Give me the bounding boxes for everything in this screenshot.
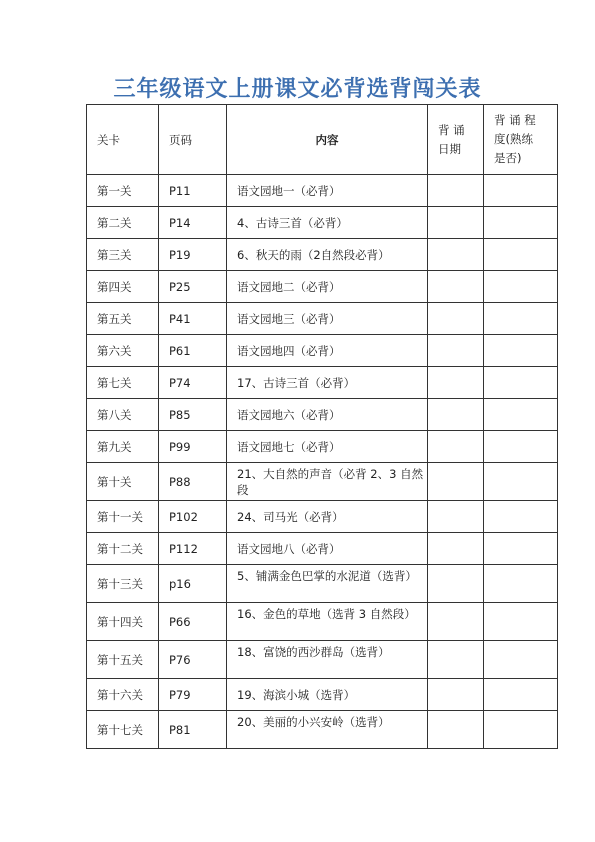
content-cell: 语文园地三（必背）: [227, 303, 428, 335]
date-cell: [428, 463, 484, 501]
content-cell: 21、大自然的声音（必背 2、3 自然段: [227, 463, 428, 501]
content-cell: 语文园地七（必背）: [227, 431, 428, 463]
page-cell: P61: [159, 335, 227, 367]
page-cell: P76: [159, 641, 227, 679]
page-cell: P11: [159, 175, 227, 207]
recitation-table: [86, 104, 558, 749]
date-cell: [428, 303, 484, 335]
mastery-cell: [484, 399, 558, 431]
header-page: 页码: [159, 105, 227, 175]
mastery-cell: [484, 641, 558, 679]
table-row: [87, 399, 558, 431]
table-row: [87, 175, 558, 207]
level-cell: 第十四关: [87, 603, 159, 641]
content-cell: 20、美丽的小兴安岭（选背）: [227, 711, 428, 749]
content-cell: 5、铺满金色巴掌的水泥道（选背）: [227, 565, 428, 603]
page-cell: P19: [159, 239, 227, 271]
table-row: [87, 463, 558, 501]
mastery-cell: [484, 679, 558, 711]
mastery-cell: [484, 431, 558, 463]
mastery-cell: [484, 533, 558, 565]
content-cell: 语文园地二（必背）: [227, 271, 428, 303]
content-cell: 语文园地八（必背）: [227, 533, 428, 565]
table-row: [87, 565, 558, 603]
content-cell: 6、秋天的雨（2自然段必背）: [227, 239, 428, 271]
header-level: 关卡: [87, 105, 159, 175]
date-cell: [428, 533, 484, 565]
page-cell: p16: [159, 565, 227, 603]
mastery-cell: [484, 501, 558, 533]
content-cell: 16、金色的草地（选背 3 自然段）: [227, 603, 428, 641]
level-cell: 第十五关: [87, 641, 159, 679]
mastery-cell: [484, 207, 558, 239]
table-row: [87, 603, 558, 641]
table-row: [87, 711, 558, 749]
table-row: [87, 335, 558, 367]
level-cell: 第七关: [87, 367, 159, 399]
level-cell: 第五关: [87, 303, 159, 335]
table-row: [87, 271, 558, 303]
mastery-cell: [484, 175, 558, 207]
date-cell: [428, 565, 484, 603]
mastery-cell: [484, 239, 558, 271]
header-content: 内容: [227, 105, 428, 175]
mastery-cell: [484, 711, 558, 749]
date-cell: [428, 603, 484, 641]
mastery-cell: [484, 303, 558, 335]
header-date: 背 诵 日期: [428, 105, 484, 175]
level-cell: 第二关: [87, 207, 159, 239]
table-row: [87, 679, 558, 711]
page-cell: P112: [159, 533, 227, 565]
level-cell: 第三关: [87, 239, 159, 271]
content-cell: 4、古诗三首（必背）: [227, 207, 428, 239]
page-cell: P102: [159, 501, 227, 533]
level-cell: 第十一关: [87, 501, 159, 533]
date-cell: [428, 335, 484, 367]
level-cell: 第六关: [87, 335, 159, 367]
table-row: [87, 533, 558, 565]
header-mastery: 背 诵 程 度(熟练 是否): [484, 105, 558, 175]
page-title: 三年级语文上册课文必背选背闯关表: [113, 76, 482, 102]
date-cell: [428, 641, 484, 679]
content-cell: 18、富饶的西沙群岛（选背）: [227, 641, 428, 679]
level-cell: 第一关: [87, 175, 159, 207]
mastery-cell: [484, 367, 558, 399]
page-cell: P14: [159, 207, 227, 239]
page-cell: P41: [159, 303, 227, 335]
table-row: [87, 501, 558, 533]
mastery-cell: [484, 603, 558, 641]
page-cell: P81: [159, 711, 227, 749]
mastery-cell: [484, 565, 558, 603]
level-cell: 第十七关: [87, 711, 159, 749]
table-row: [87, 239, 558, 271]
page-cell: P74: [159, 367, 227, 399]
mastery-cell: [484, 271, 558, 303]
content-cell: 24、司马光（必背）: [227, 501, 428, 533]
level-cell: 第四关: [87, 271, 159, 303]
content-cell: 语文园地一（必背）: [227, 175, 428, 207]
date-cell: [428, 175, 484, 207]
level-cell: 第十六关: [87, 679, 159, 711]
page-cell: P25: [159, 271, 227, 303]
table-row: [87, 431, 558, 463]
table-row: [87, 367, 558, 399]
date-cell: [428, 399, 484, 431]
table-row: [87, 207, 558, 239]
date-cell: [428, 711, 484, 749]
level-cell: 第十关: [87, 463, 159, 501]
table-row: [87, 303, 558, 335]
date-cell: [428, 431, 484, 463]
page-cell: P79: [159, 679, 227, 711]
page-cell: P66: [159, 603, 227, 641]
mastery-cell: [484, 335, 558, 367]
level-cell: 第十二关: [87, 533, 159, 565]
level-cell: 第八关: [87, 399, 159, 431]
content-cell: 17、古诗三首（必背）: [227, 367, 428, 399]
table-header-row: [87, 105, 558, 175]
page-cell: P88: [159, 463, 227, 501]
content-cell: 语文园地四（必背）: [227, 335, 428, 367]
date-cell: [428, 679, 484, 711]
date-cell: [428, 239, 484, 271]
table-row: [87, 641, 558, 679]
page-cell: P85: [159, 399, 227, 431]
date-cell: [428, 367, 484, 399]
mastery-cell: [484, 463, 558, 501]
date-cell: [428, 271, 484, 303]
level-cell: 第十三关: [87, 565, 159, 603]
content-cell: 语文园地六（必背）: [227, 399, 428, 431]
level-cell: 第九关: [87, 431, 159, 463]
page-cell: P99: [159, 431, 227, 463]
date-cell: [428, 501, 484, 533]
content-cell: 19、海滨小城（选背）: [227, 679, 428, 711]
date-cell: [428, 207, 484, 239]
